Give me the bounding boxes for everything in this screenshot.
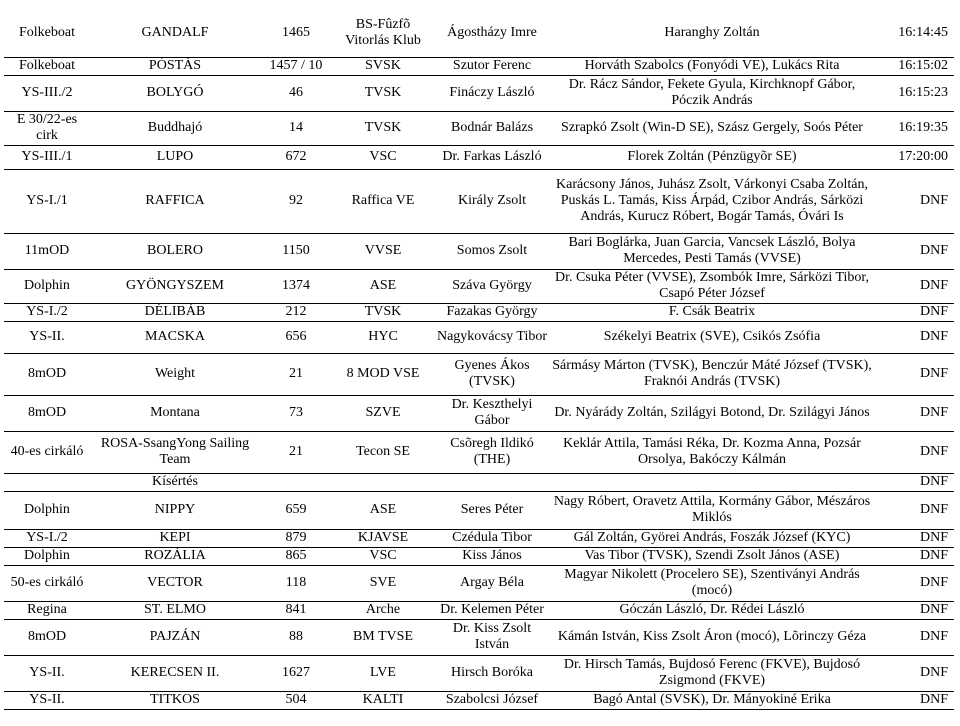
- cell-name: LUPO: [90, 145, 260, 169]
- cell-sail: 212: [260, 303, 332, 321]
- cell-club: ASE: [332, 269, 434, 303]
- cell-sail: 841: [260, 601, 332, 619]
- cell-club: KJAVSE: [332, 529, 434, 547]
- cell-time: DNF: [874, 233, 954, 269]
- cell-skipper: Gyenes Ákos (TVSK): [434, 353, 550, 395]
- table-row: [4, 395, 954, 431]
- cell-name: Weight: [90, 353, 260, 395]
- cell-class: Folkeboat: [4, 9, 90, 57]
- cell-crew: Magyar Nikolett (Procelero SE), Szentiványi András (mocó): [550, 565, 874, 601]
- table-row: [4, 547, 954, 565]
- cell-club: Arche: [332, 601, 434, 619]
- cell-club: BS-Fûzfõ Vitorlás Klub: [332, 9, 434, 57]
- cell-crew: Nagy Róbert, Oravetz Attila, Kormány Gábor, Mészáros Miklós: [550, 491, 874, 529]
- cell-class: YS-I./1: [4, 169, 90, 233]
- cell-club: TVSK: [332, 75, 434, 111]
- cell-time: DNF: [874, 655, 954, 691]
- cell-skipper: Fazakas György: [434, 303, 550, 321]
- cell-time: DNF: [874, 529, 954, 547]
- cell-name: KERECSEN II.: [90, 655, 260, 691]
- table-row: [4, 655, 954, 691]
- cell-skipper: [434, 473, 550, 491]
- cell-class: 8mOD: [4, 353, 90, 395]
- cell-skipper: Nagykovácsy Tibor: [434, 321, 550, 353]
- table-row: [4, 9, 954, 57]
- cell-name: VECTOR: [90, 565, 260, 601]
- cell-time: DNF: [874, 473, 954, 491]
- table-row: [4, 691, 954, 709]
- cell-crew: Haranghy Zoltán: [550, 9, 874, 57]
- cell-time: DNF: [874, 321, 954, 353]
- cell-sail: 14: [260, 111, 332, 145]
- cell-time: 16:14:45: [874, 9, 954, 57]
- cell-sail: 504: [260, 691, 332, 709]
- cell-name: RAFFICA: [90, 169, 260, 233]
- cell-skipper: Ágostházy Imre: [434, 9, 550, 57]
- table-row: [4, 233, 954, 269]
- cell-crew: Szrapkó Zsolt (Win-D SE), Szász Gergely, Soós Péter: [550, 111, 874, 145]
- table-row: [4, 145, 954, 169]
- table-row: [4, 431, 954, 473]
- cell-club: [332, 473, 434, 491]
- cell-name: PAJZÁN: [90, 619, 260, 655]
- table-row: [4, 57, 954, 75]
- cell-sail: 1374: [260, 269, 332, 303]
- cell-sail: [260, 473, 332, 491]
- cell-crew: Dr. Hirsch Tamás, Bujdosó Ferenc (FKVE), Bujdosó Zsigmond (FKVE): [550, 655, 874, 691]
- cell-crew: Karácsony János, Juhász Zsolt, Várkonyi Csaba Zoltán, Puskás L. Tamás, Kiss Árpád, Czibor András, Sárközi András, Kurucz Róbert, Bogár Tamás, Óvári Is: [550, 169, 874, 233]
- cell-time: DNF: [874, 691, 954, 709]
- cell-crew: F. Csák Beatrix: [550, 303, 874, 321]
- cell-sail: 118: [260, 565, 332, 601]
- cell-crew: Góczán László, Dr. Rédei László: [550, 601, 874, 619]
- cell-sail: 1627: [260, 655, 332, 691]
- cell-class: Regina: [4, 601, 90, 619]
- cell-time: 16:15:02: [874, 57, 954, 75]
- cell-time: 16:19:35: [874, 111, 954, 145]
- cell-class: 50-es cirkáló: [4, 565, 90, 601]
- cell-skipper: Kiss János: [434, 547, 550, 565]
- cell-class: YS-II.: [4, 321, 90, 353]
- cell-skipper: Csõregh Ildikó (THE): [434, 431, 550, 473]
- cell-skipper: Dr. Farkas László: [434, 145, 550, 169]
- cell-club: SVE: [332, 565, 434, 601]
- table-row: [4, 619, 954, 655]
- cell-class: Folkeboat: [4, 57, 90, 75]
- cell-club: VSC: [332, 547, 434, 565]
- cell-time: DNF: [874, 431, 954, 473]
- cell-crew: Keklár Attila, Tamási Réka, Dr. Kozma Anna, Pozsár Orsolya, Bakóczy Kálmán: [550, 431, 874, 473]
- cell-club: HYC: [332, 321, 434, 353]
- cell-time: DNF: [874, 353, 954, 395]
- cell-sail: 1457 / 10: [260, 57, 332, 75]
- cell-skipper: Száva György: [434, 269, 550, 303]
- cell-class: 8mOD: [4, 619, 90, 655]
- cell-name: Buddhajó: [90, 111, 260, 145]
- cell-time: DNF: [874, 491, 954, 529]
- cell-name: TITKOS: [90, 691, 260, 709]
- cell-crew: Kámán István, Kiss Zsolt Áron (mocó), Lõrinczy Géza: [550, 619, 874, 655]
- cell-crew: Sármásy Márton (TVSK), Benczúr Máté József (TVSK), Fraknói András (TVSK): [550, 353, 874, 395]
- cell-name: Montana: [90, 395, 260, 431]
- cell-crew: Horváth Szabolcs (Fonyódi VE), Lukács Rita: [550, 57, 874, 75]
- table-row: [4, 303, 954, 321]
- table-row: [4, 111, 954, 145]
- cell-crew: Bagó Antal (SVSK), Dr. Mányokiné Erika: [550, 691, 874, 709]
- cell-skipper: Seres Péter: [434, 491, 550, 529]
- cell-time: DNF: [874, 169, 954, 233]
- table-row: [4, 491, 954, 529]
- cell-name: MACSKA: [90, 321, 260, 353]
- cell-class: E 30/22-es cirk: [4, 111, 90, 145]
- cell-sail: 21: [260, 353, 332, 395]
- cell-sail: 879: [260, 529, 332, 547]
- cell-sail: 73: [260, 395, 332, 431]
- cell-crew: Dr. Rácz Sándor, Fekete Gyula, Kirchknopf Gábor, Póczik András: [550, 75, 874, 111]
- cell-sail: 1465: [260, 9, 332, 57]
- cell-club: VSC: [332, 145, 434, 169]
- cell-sail: 88: [260, 619, 332, 655]
- cell-name: BOLERO: [90, 233, 260, 269]
- cell-skipper: Dr. Keszthelyi Gábor: [434, 395, 550, 431]
- cell-club: Raffica VE: [332, 169, 434, 233]
- cell-name: ROSA-SsangYong Sailing Team: [90, 431, 260, 473]
- cell-sail: 659: [260, 491, 332, 529]
- cell-club: TVSK: [332, 303, 434, 321]
- cell-skipper: Czédula Tibor: [434, 529, 550, 547]
- cell-club: VVSE: [332, 233, 434, 269]
- cell-class: 11mOD: [4, 233, 90, 269]
- cell-club: KALTI: [332, 691, 434, 709]
- cell-name: GYÖNGYSZEM: [90, 269, 260, 303]
- cell-name: BOLYGÓ: [90, 75, 260, 111]
- cell-club: SVSK: [332, 57, 434, 75]
- cell-club: BM TVSE: [332, 619, 434, 655]
- cell-class: 8mOD: [4, 395, 90, 431]
- cell-club: ASE: [332, 491, 434, 529]
- table-row: [4, 353, 954, 395]
- cell-name: DÉLIBÁB: [90, 303, 260, 321]
- cell-crew: Gál Zoltán, Györei András, Foszák József (KYC): [550, 529, 874, 547]
- cell-name: KEPI: [90, 529, 260, 547]
- cell-sail: 21: [260, 431, 332, 473]
- cell-skipper: Somos Zsolt: [434, 233, 550, 269]
- cell-skipper: Szabolcsi József: [434, 691, 550, 709]
- cell-sail: 1150: [260, 233, 332, 269]
- cell-sail: 92: [260, 169, 332, 233]
- cell-class: Dolphin: [4, 547, 90, 565]
- table-row: [4, 321, 954, 353]
- cell-time: DNF: [874, 565, 954, 601]
- cell-name: ST. ELMO: [90, 601, 260, 619]
- cell-time: 17:20:00: [874, 145, 954, 169]
- cell-sail: 865: [260, 547, 332, 565]
- cell-time: DNF: [874, 601, 954, 619]
- cell-crew: Florek Zoltán (Pénzügyõr SE): [550, 145, 874, 169]
- cell-name: Kísértés: [90, 473, 260, 491]
- cell-class: Dolphin: [4, 491, 90, 529]
- cell-club: 8 MOD VSE: [332, 353, 434, 395]
- cell-name: PÓSTÁS: [90, 57, 260, 75]
- cell-crew: Székelyi Beatrix (SVE), Csikós Zsófia: [550, 321, 874, 353]
- cell-class: 40-es cirkáló: [4, 431, 90, 473]
- cell-sail: 672: [260, 145, 332, 169]
- cell-time: DNF: [874, 395, 954, 431]
- cell-crew: [550, 473, 874, 491]
- cell-class: [4, 473, 90, 491]
- cell-skipper: Hirsch Boróka: [434, 655, 550, 691]
- cell-club: LVE: [332, 655, 434, 691]
- table-row: [4, 75, 954, 111]
- table-row: [4, 169, 954, 233]
- cell-class: YS-II.: [4, 655, 90, 691]
- cell-club: TVSK: [332, 111, 434, 145]
- cell-crew: Vas Tibor (TVSK), Szendi Zsolt János (ASE): [550, 547, 874, 565]
- cell-time: DNF: [874, 547, 954, 565]
- cell-club: Tecon SE: [332, 431, 434, 473]
- cell-class: YS-III./2: [4, 75, 90, 111]
- cell-class: YS-I./2: [4, 529, 90, 547]
- table-row: [4, 601, 954, 619]
- cell-time: 16:15:23: [874, 75, 954, 111]
- cell-sail: 46: [260, 75, 332, 111]
- cell-skipper: Király Zsolt: [434, 169, 550, 233]
- cell-crew: Dr. Nyárády Zoltán, Szilágyi Botond, Dr. Szilágyi János: [550, 395, 874, 431]
- cell-sail: 656: [260, 321, 332, 353]
- cell-skipper: Dr. Kelemen Péter: [434, 601, 550, 619]
- cell-time: DNF: [874, 303, 954, 321]
- cell-skipper: Dr. Kiss Zsolt István: [434, 619, 550, 655]
- cell-skipper: Argay Béla: [434, 565, 550, 601]
- cell-class: YS-II.: [4, 691, 90, 709]
- cell-skipper: Fináczy László: [434, 75, 550, 111]
- table-row: [4, 565, 954, 601]
- cell-club: SZVE: [332, 395, 434, 431]
- cell-class: Dolphin: [4, 269, 90, 303]
- cell-class: YS-I./2: [4, 303, 90, 321]
- cell-time: DNF: [874, 269, 954, 303]
- results-table: [4, 9, 954, 710]
- table-row: [4, 473, 954, 491]
- cell-skipper: Szutor Ferenc: [434, 57, 550, 75]
- cell-name: NIPPY: [90, 491, 260, 529]
- cell-name: ROZÁLIA: [90, 547, 260, 565]
- cell-skipper: Bodnár Balázs: [434, 111, 550, 145]
- cell-name: GANDALF: [90, 9, 260, 57]
- cell-crew: Dr. Csuka Péter (VVSE), Zsombók Imre, Sárközi Tibor, Csapó Péter József: [550, 269, 874, 303]
- cell-time: DNF: [874, 619, 954, 655]
- table-row: [4, 529, 954, 547]
- cell-class: YS-III./1: [4, 145, 90, 169]
- table-row: [4, 269, 954, 303]
- cell-crew: Bari Boglárka, Juan Garcia, Vancsek László, Bolya Mercedes, Pesti Tamás (VVSE): [550, 233, 874, 269]
